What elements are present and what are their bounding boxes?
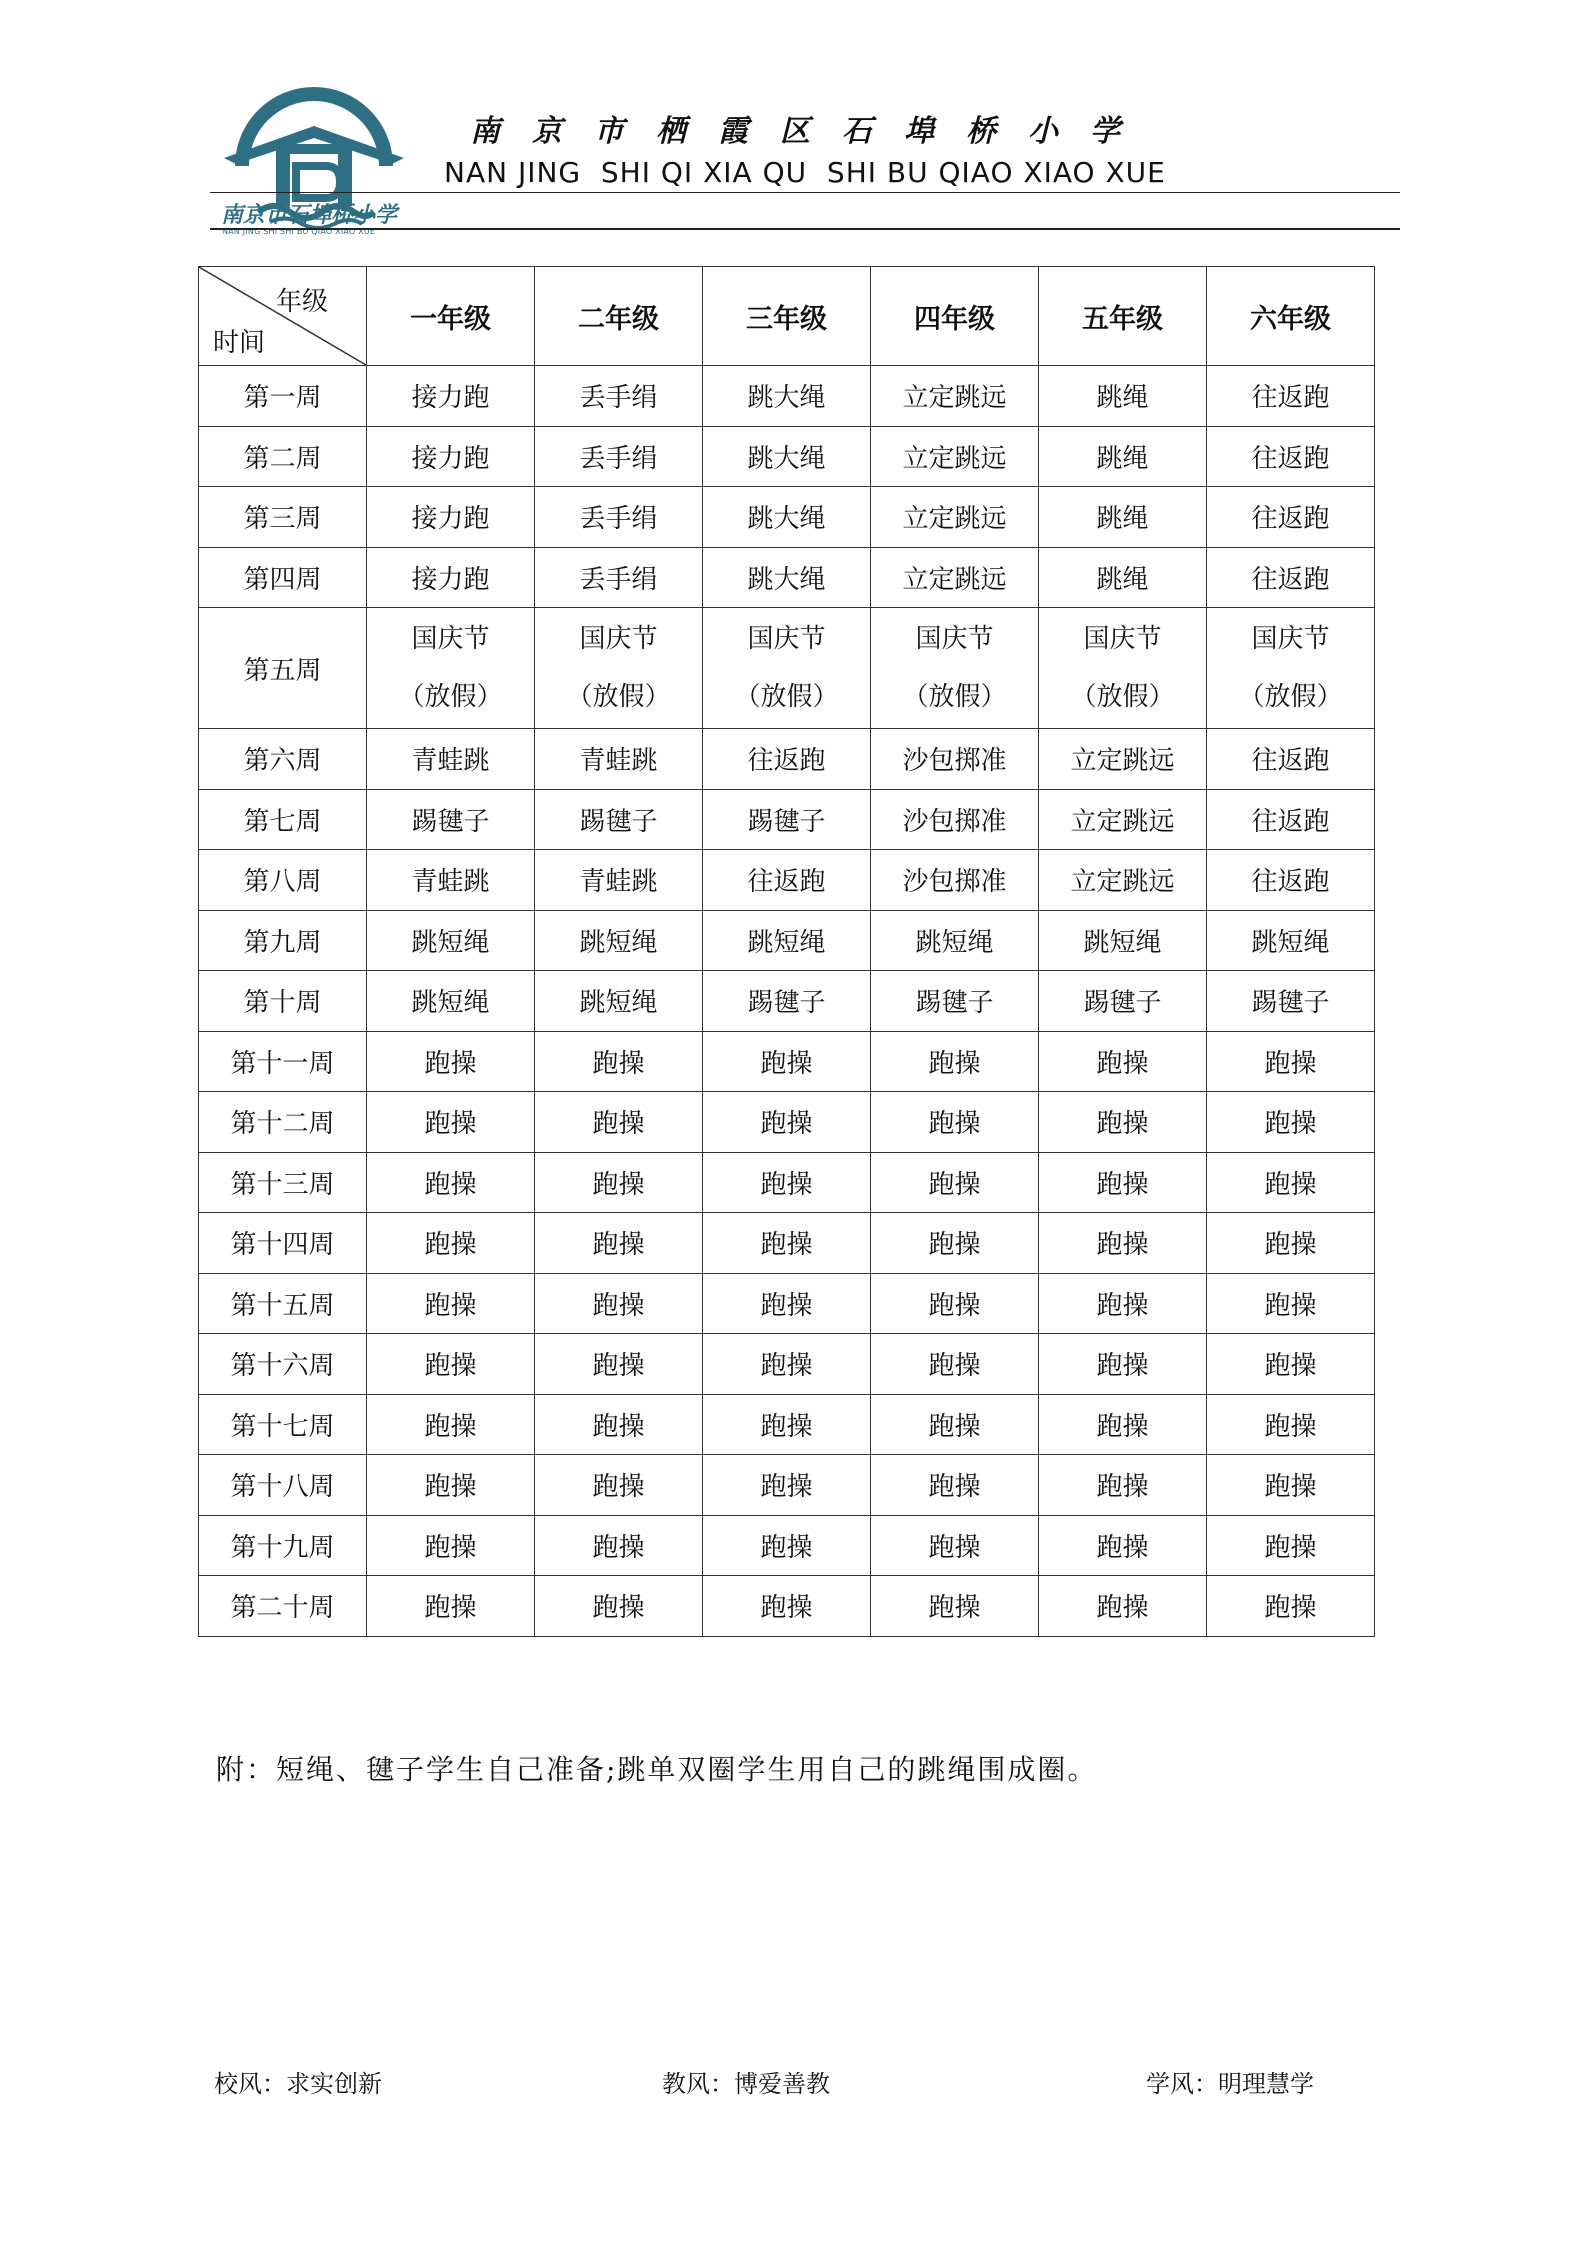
holiday-label: 国庆节 [411, 624, 490, 654]
activity-cell: 跑操 [367, 1152, 535, 1213]
activity-cell: 跑操 [1039, 1515, 1207, 1576]
activity-cell: 跑操 [703, 1576, 871, 1637]
activity-cell: 跳短绳 [1039, 910, 1207, 971]
week-cell: 第九周 [199, 910, 367, 971]
activity-cell: 跑操 [1039, 1273, 1207, 1334]
activity-cell: 踢毽子 [535, 789, 703, 850]
activity-cell: 跑操 [535, 1455, 703, 1516]
activity-cell: 跑操 [1039, 1213, 1207, 1274]
grade-header: 二年级 [535, 267, 703, 366]
activity-cell [367, 608, 535, 729]
study-motto: 学风：明理慧学 [1146, 2070, 1314, 2098]
table-row [199, 1576, 1375, 1637]
activity-cell: 跳短绳 [535, 910, 703, 971]
activity-cell [1207, 608, 1375, 729]
activity-cell: 跑操 [367, 1031, 535, 1092]
week-cell: 第七周 [199, 789, 367, 850]
activity-cell: 跑操 [367, 1273, 535, 1334]
week-cell: 第一周 [199, 366, 367, 427]
activity-cell: 立定跳远 [1039, 729, 1207, 790]
activity-cell: 立定跳远 [871, 366, 1039, 427]
week-cell: 第二周 [199, 426, 367, 487]
holiday-label: 国庆节 [1251, 624, 1330, 654]
activity-cell: 跑操 [871, 1515, 1039, 1576]
activity-cell: 跑操 [535, 1092, 703, 1153]
activity-cell: 立定跳远 [871, 487, 1039, 548]
activity-cell: 跑操 [871, 1092, 1039, 1153]
holiday-note: （放假） [566, 682, 671, 712]
activity-cell: 青蛙跳 [367, 729, 535, 790]
activity-cell [871, 608, 1039, 729]
holiday-note: （放假） [734, 682, 839, 712]
activity-cell: 跑操 [1039, 1455, 1207, 1516]
week-cell: 第八周 [199, 850, 367, 911]
activity-cell: 往返跑 [1207, 547, 1375, 608]
activity-cell: 踢毽子 [367, 789, 535, 850]
activity-cell: 丢手绢 [535, 547, 703, 608]
activity-cell: 沙包掷准 [871, 850, 1039, 911]
activity-cell: 跳绳 [1039, 487, 1207, 548]
table-row [199, 1334, 1375, 1395]
activity-cell: 跳短绳 [367, 971, 535, 1032]
activity-cell: 往返跑 [1207, 426, 1375, 487]
activity-cell: 跑操 [703, 1273, 871, 1334]
activity-cell: 踢毽子 [703, 971, 871, 1032]
activity-cell [703, 608, 871, 729]
activity-cell: 往返跑 [1207, 850, 1375, 911]
activity-cell: 跳大绳 [703, 366, 871, 427]
activity-cell: 接力跑 [367, 426, 535, 487]
week-cell: 第五周 [199, 608, 367, 729]
week-cell: 第四周 [199, 547, 367, 608]
activity-cell: 接力跑 [367, 366, 535, 427]
corner-label-time: 时间 [213, 328, 266, 358]
activity-cell: 跑操 [535, 1515, 703, 1576]
activity-cell: 立定跳远 [1039, 850, 1207, 911]
activity-cell: 跑操 [871, 1273, 1039, 1334]
activity-cell: 跑操 [1207, 1273, 1375, 1334]
activity-cell: 跑操 [871, 1576, 1039, 1637]
table-header-row [199, 267, 1375, 366]
activity-cell: 跑操 [367, 1213, 535, 1274]
activity-cell: 跳短绳 [367, 910, 535, 971]
week-cell: 第十三周 [199, 1152, 367, 1213]
activity-cell: 往返跑 [1207, 366, 1375, 427]
activity-cell [535, 608, 703, 729]
activity-cell: 青蛙跳 [535, 729, 703, 790]
activity-cell: 跑操 [1207, 1152, 1375, 1213]
week-cell: 第十周 [199, 971, 367, 1032]
activity-cell: 跑操 [1207, 1092, 1375, 1153]
activity-cell: 沙包掷准 [871, 789, 1039, 850]
activity-cell: 跑操 [535, 1273, 703, 1334]
activity-cell: 跑操 [703, 1455, 871, 1516]
table-row [199, 1092, 1375, 1153]
holiday-label: 国庆节 [915, 624, 994, 654]
activity-cell: 跑操 [535, 1334, 703, 1395]
table-row [199, 366, 1375, 427]
holiday-note: （放假） [398, 682, 503, 712]
grade-header: 三年级 [703, 267, 871, 366]
activity-cell: 跑操 [367, 1576, 535, 1637]
activity-cell: 跑操 [1039, 1334, 1207, 1395]
activity-cell: 往返跑 [1207, 729, 1375, 790]
activity-cell: 立定跳远 [1039, 789, 1207, 850]
activity-cell: 跑操 [535, 1031, 703, 1092]
activity-cell: 青蛙跳 [367, 850, 535, 911]
activity-cell: 跑操 [871, 1394, 1039, 1455]
activity-cell: 跑操 [703, 1515, 871, 1576]
activity-cell: 跑操 [367, 1455, 535, 1516]
activity-cell: 跑操 [1207, 1576, 1375, 1637]
activity-cell: 跑操 [1207, 1031, 1375, 1092]
activity-cell: 跳大绳 [703, 487, 871, 548]
table-body [199, 366, 1375, 1637]
activity-cell: 跑操 [367, 1092, 535, 1153]
holiday-note: （放假） [1238, 682, 1343, 712]
week-cell: 第十二周 [199, 1092, 367, 1153]
holiday-note: （放假） [1070, 682, 1175, 712]
activity-cell: 跑操 [367, 1394, 535, 1455]
note-text: 附：短绳、毽子学生自己准备;跳单双圈学生用自己的跳绳围成圈。 [216, 1753, 1098, 1786]
table-row [199, 1515, 1375, 1576]
corner-label-grade: 年级 [275, 287, 328, 317]
holiday-note: （放假） [902, 682, 1007, 712]
activity-cell: 丢手绢 [535, 366, 703, 427]
school-name-en: NAN JING SHI QI XIA QU SHI BU QIAO XIAO XUE [444, 156, 1166, 189]
school-name-zh: 南京市栖霞区石埠桥小学 [470, 114, 1152, 149]
activity-cell: 跑操 [1207, 1334, 1375, 1395]
activity-cell: 踢毽子 [871, 971, 1039, 1032]
activity-cell: 跑操 [367, 1334, 535, 1395]
activity-cell: 往返跑 [703, 850, 871, 911]
week-cell: 第十一周 [199, 1031, 367, 1092]
week-cell: 第十八周 [199, 1455, 367, 1516]
week-cell: 第二十周 [199, 1576, 367, 1637]
grade-header: 五年级 [1039, 267, 1207, 366]
activity-cell: 跳短绳 [703, 910, 871, 971]
activity-cell: 踢毽子 [1039, 971, 1207, 1032]
week-cell: 第三周 [199, 487, 367, 548]
activity-cell: 跳短绳 [1207, 910, 1375, 971]
grade-header: 一年级 [367, 267, 535, 366]
activity-cell: 青蛙跳 [535, 850, 703, 911]
activity-cell: 跳大绳 [703, 547, 871, 608]
table-row [199, 1152, 1375, 1213]
activity-cell: 跑操 [703, 1152, 871, 1213]
holiday-label: 国庆节 [747, 624, 826, 654]
activity-cell: 跳短绳 [871, 910, 1039, 971]
activity-cell: 跳短绳 [535, 971, 703, 1032]
activity-cell: 跑操 [1039, 1152, 1207, 1213]
activity-cell: 跑操 [703, 1394, 871, 1455]
activity-cell: 跑操 [1039, 1092, 1207, 1153]
activity-cell: 踢毽子 [703, 789, 871, 850]
activity-cell: 跳绳 [1039, 547, 1207, 608]
logo-school-name-en: NAN JING SHI SHI BU QIAO XIAO XUE [222, 227, 376, 236]
pe-schedule-table [198, 266, 1375, 1637]
activity-cell: 跑操 [535, 1213, 703, 1274]
activity-cell: 往返跑 [1207, 487, 1375, 548]
activity-cell: 跑操 [1207, 1515, 1375, 1576]
activity-cell: 跑操 [535, 1576, 703, 1637]
activity-cell: 跑操 [1207, 1394, 1375, 1455]
holiday-label: 国庆节 [579, 624, 658, 654]
activity-cell: 跑操 [1039, 1394, 1207, 1455]
corner-cell [199, 267, 367, 366]
table-row [199, 789, 1375, 850]
table-row [199, 850, 1375, 911]
activity-cell: 跑操 [703, 1092, 871, 1153]
activity-cell: 跑操 [1207, 1455, 1375, 1516]
table-row [199, 547, 1375, 608]
activity-cell: 跑操 [871, 1213, 1039, 1274]
activity-cell: 沙包掷准 [871, 729, 1039, 790]
table-row [199, 1213, 1375, 1274]
activity-cell: 跑操 [535, 1394, 703, 1455]
table-row [199, 1394, 1375, 1455]
activity-cell: 往返跑 [1207, 789, 1375, 850]
holiday-label: 国庆节 [1083, 624, 1162, 654]
grade-header: 六年级 [1207, 267, 1375, 366]
teaching-motto: 教风：博爱善教 [662, 2070, 830, 2098]
activity-cell: 跑操 [871, 1455, 1039, 1516]
activity-cell: 跑操 [871, 1152, 1039, 1213]
activity-cell: 跑操 [367, 1515, 535, 1576]
activity-cell: 跑操 [703, 1213, 871, 1274]
table-row [199, 910, 1375, 971]
activity-cell: 跑操 [1207, 1213, 1375, 1274]
activity-cell: 跑操 [703, 1334, 871, 1395]
grade-header: 四年级 [871, 267, 1039, 366]
table-row [199, 608, 1375, 729]
week-cell: 第六周 [199, 729, 367, 790]
activity-cell: 跳绳 [1039, 366, 1207, 427]
header-rule-thick [210, 228, 1400, 230]
activity-cell: 往返跑 [703, 729, 871, 790]
activity-cell: 踢毽子 [1207, 971, 1375, 1032]
table-row [199, 971, 1375, 1032]
week-cell: 第十六周 [199, 1334, 367, 1395]
week-cell: 第十九周 [199, 1515, 367, 1576]
week-cell: 第十五周 [199, 1273, 367, 1334]
activity-cell: 跑操 [1039, 1576, 1207, 1637]
activity-cell: 跑操 [703, 1031, 871, 1092]
activity-cell: 跳大绳 [703, 426, 871, 487]
activity-cell: 接力跑 [367, 487, 535, 548]
table-row [199, 1273, 1375, 1334]
school-motto: 校风：求实创新 [214, 2070, 382, 2098]
activity-cell: 丢手绢 [535, 426, 703, 487]
activity-cell: 跑操 [1039, 1031, 1207, 1092]
activity-cell: 跑操 [871, 1334, 1039, 1395]
table-row [199, 487, 1375, 548]
header-rule-thin [210, 192, 1400, 193]
table-row [199, 426, 1375, 487]
table-row [199, 729, 1375, 790]
activity-cell: 跑操 [535, 1152, 703, 1213]
table-row [199, 1031, 1375, 1092]
activity-cell: 跑操 [871, 1031, 1039, 1092]
activity-cell: 接力跑 [367, 547, 535, 608]
table-row [199, 1455, 1375, 1516]
week-cell: 第十七周 [199, 1394, 367, 1455]
activity-cell: 跳绳 [1039, 426, 1207, 487]
activity-cell [1039, 608, 1207, 729]
activity-cell: 立定跳远 [871, 426, 1039, 487]
activity-cell: 丢手绢 [535, 487, 703, 548]
week-cell: 第十四周 [199, 1213, 367, 1274]
logo-school-name: 南京市石埠桥小学 [221, 202, 398, 228]
activity-cell: 立定跳远 [871, 547, 1039, 608]
